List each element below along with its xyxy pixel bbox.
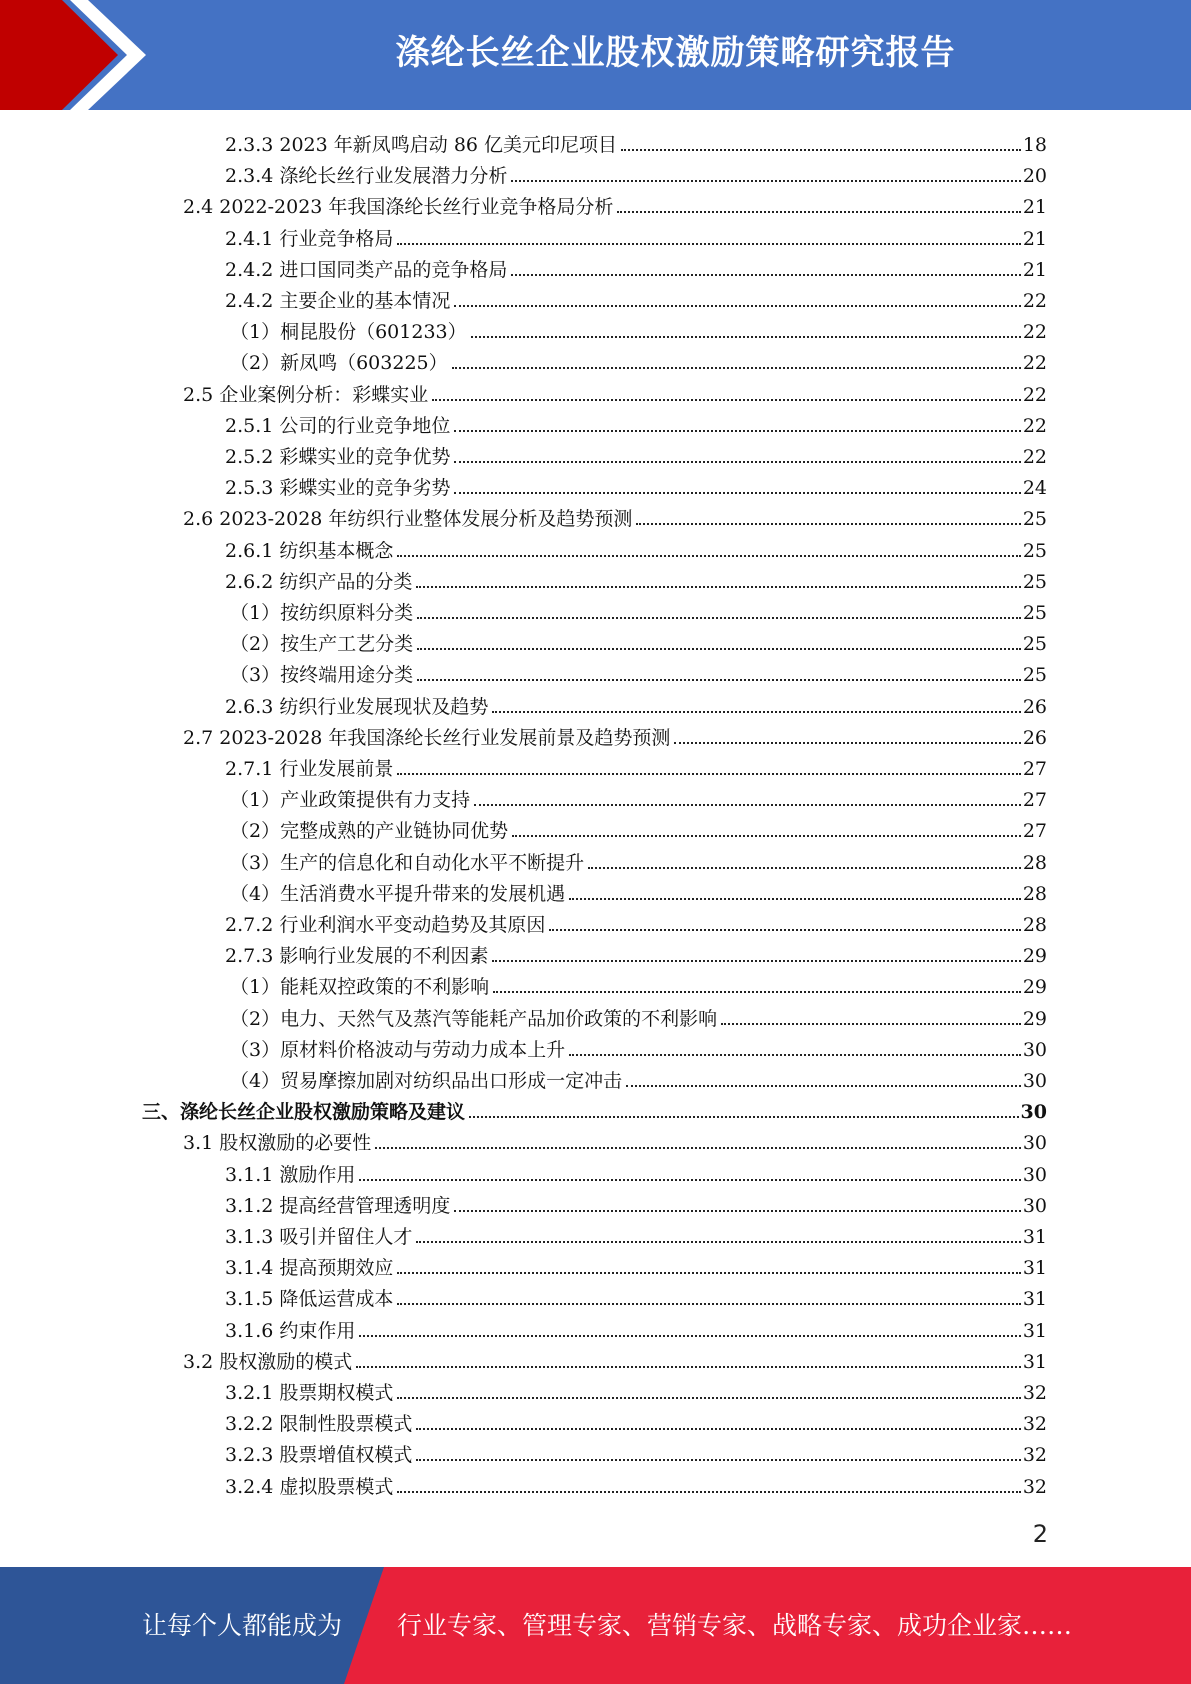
toc-dot-leader xyxy=(511,180,1020,182)
toc-entry-label: 2.4.2 主要企业的基本情况 xyxy=(225,290,451,312)
toc-entry[interactable] xyxy=(225,469,1047,500)
toc-entry-page: 31 xyxy=(1022,1226,1047,1248)
toc-dot-leader xyxy=(469,1116,1019,1118)
toc-dot-leader xyxy=(454,430,1020,432)
toc-entry[interactable] xyxy=(183,500,1047,531)
toc-entry[interactable] xyxy=(225,750,1047,781)
toc-entry-page: 25 xyxy=(1022,539,1047,562)
toc-entry-page: 26 xyxy=(1022,726,1047,749)
toc-dot-leader xyxy=(512,835,1021,837)
toc-entry[interactable] xyxy=(225,1187,1047,1218)
toc-entry[interactable] xyxy=(225,1374,1047,1405)
toc-entry[interactable] xyxy=(142,1093,1047,1124)
toc-entry-page: 21 xyxy=(1022,196,1047,219)
toc-entry-label: 3.2 股权激励的模式 xyxy=(183,1350,353,1373)
toc-entry-page: 30 xyxy=(1020,1101,1047,1124)
toc-entry-page: 22 xyxy=(1022,321,1047,344)
toc-dot-leader xyxy=(397,1397,1020,1399)
toc-dot-leader xyxy=(721,1023,1021,1025)
toc-entry-page: 21 xyxy=(1022,258,1047,281)
toc-entry[interactable] xyxy=(183,1124,1047,1155)
toc-entry-label: 2.6.1 纺织基本概念 xyxy=(225,539,394,562)
toc-entry-label: 2.6 2023-2028 年纺织行业整体发展分析及趋势预测 xyxy=(183,508,633,531)
toc-entry[interactable] xyxy=(225,937,1047,968)
toc-entry-label: 2.6.2 纺织产品的分类 xyxy=(225,570,413,593)
toc-dot-leader xyxy=(626,1085,1021,1087)
toc-entry-page: 20 xyxy=(1022,165,1047,188)
toc-dot-leader xyxy=(454,492,1020,494)
toc-entry-label: 2.5 企业案例分析：彩蝶实业 xyxy=(183,383,429,406)
toc-dot-leader xyxy=(493,991,1021,993)
toc-entry-label: 2.4.2 进口国同类产品的竞争格局 xyxy=(225,258,508,281)
toc-entry[interactable] xyxy=(225,532,1047,563)
toc-entry-page: 30 xyxy=(1022,1070,1047,1092)
toc-entry-page: 22 xyxy=(1022,414,1047,437)
toc-entry[interactable] xyxy=(225,1280,1047,1311)
header-arrow-decoration xyxy=(0,0,150,110)
toc-entry-label: 2.3.3 2023 年新凤鸣启动 86 亿美元印尼项目 xyxy=(225,134,618,156)
toc-entry-label: 3.1 股权激励的必要性 xyxy=(183,1132,372,1155)
toc-entry-label: （1）产业政策提供有力支持 xyxy=(230,789,471,812)
toc-entry[interactable] xyxy=(230,313,1047,344)
toc-dot-leader xyxy=(492,960,1020,962)
toc-entry-page: 30 xyxy=(1022,1163,1047,1186)
toc-dot-leader xyxy=(356,1366,1021,1368)
toc-entry-page: 32 xyxy=(1022,1382,1047,1404)
toc-dot-leader xyxy=(454,305,1020,307)
toc-dot-leader xyxy=(416,1241,1020,1243)
toc-dot-leader xyxy=(397,1272,1020,1274)
toc-entry[interactable] xyxy=(225,1249,1047,1280)
toc-entry[interactable] xyxy=(225,251,1047,282)
toc-dot-leader xyxy=(452,367,1021,369)
toc-entry-page: 22 xyxy=(1022,383,1047,406)
toc-entry-label: 2.7.1 行业发展前景 xyxy=(225,758,394,780)
toc-entry-label: （3）按终端用途分类 xyxy=(230,664,414,687)
toc-entry[interactable] xyxy=(230,844,1047,875)
toc-dot-leader xyxy=(569,898,1021,900)
toc-entry[interactable] xyxy=(230,625,1047,656)
toc-entry-page: 27 xyxy=(1022,789,1047,812)
toc-entry-label: （2）按生产工艺分类 xyxy=(230,633,414,656)
toc-entry-page: 25 xyxy=(1022,508,1047,531)
toc-entry-label: 3.1.4 提高预期效应 xyxy=(225,1257,394,1280)
toc-entry-label: （4）贸易摩擦加剧对纺织品出口形成一定冲击 xyxy=(230,1070,623,1092)
toc-entry-page: 32 xyxy=(1022,1475,1047,1498)
toc-entry-label: 3.2.4 虚拟股票模式 xyxy=(225,1475,394,1498)
toc-dot-leader xyxy=(549,929,1020,931)
toc-entry[interactable] xyxy=(225,1436,1047,1467)
toc-entry-page: 32 xyxy=(1022,1413,1047,1436)
toc-entry-page: 25 xyxy=(1022,633,1047,656)
toc-entry-page: 18 xyxy=(1022,134,1047,156)
page-footer xyxy=(0,1567,1191,1684)
toc-entry-label: 2.7 2023-2028 年我国涤纶长丝行业发展前景及趋势预测 xyxy=(183,726,671,749)
toc-entry[interactable] xyxy=(225,282,1047,313)
toc-dot-leader xyxy=(674,742,1020,744)
toc-entry-page: 29 xyxy=(1022,1007,1047,1030)
toc-entry-label: 3.1.5 降低运营成本 xyxy=(225,1288,394,1311)
toc-entry-label: （2）新凤鸣（603225） xyxy=(230,352,448,375)
toc-entry-label: （2）电力、天然气及蒸汽等能耗产品加价政策的不利影响 xyxy=(230,1007,718,1030)
toc-dot-leader xyxy=(417,648,1021,650)
toc-entry[interactable] xyxy=(225,1156,1047,1187)
toc-entry-page: 27 xyxy=(1022,758,1047,780)
toc-entry[interactable] xyxy=(225,126,1047,157)
toc-entry-label: 3.2.1 股票期权模式 xyxy=(225,1382,394,1404)
toc-entry-page: 30 xyxy=(1022,1038,1047,1061)
toc-entry[interactable] xyxy=(230,968,1047,999)
toc-entry-page: 25 xyxy=(1022,570,1047,593)
page-header xyxy=(0,0,1191,110)
toc-entry[interactable] xyxy=(225,220,1047,251)
toc-entry-label: 三、涤纶长丝企业股权激励策略及建议 xyxy=(142,1101,466,1124)
toc-entry-label: 3.1.2 提高经营管理透明度 xyxy=(225,1194,451,1217)
toc-entry[interactable] xyxy=(230,344,1047,375)
toc-entry-page: 24 xyxy=(1022,477,1047,500)
toc-dot-leader xyxy=(359,1335,1020,1337)
toc-entry-label: 2.5.1 公司的行业竞争地位 xyxy=(225,414,451,437)
toc-entry-page: 25 xyxy=(1022,664,1047,687)
toc-entry-label: （1）按纺织原料分类 xyxy=(230,602,414,624)
toc-entry-label: 3.1.6 约束作用 xyxy=(225,1319,356,1342)
toc-dot-leader xyxy=(454,1210,1020,1212)
toc-entry-page: 28 xyxy=(1022,882,1047,905)
toc-dot-leader xyxy=(492,711,1020,713)
toc-entry-label: （4）生活消费水平提升带来的发展机遇 xyxy=(230,882,566,905)
toc-entry-page: 27 xyxy=(1022,820,1047,843)
toc-entry[interactable] xyxy=(225,1312,1047,1343)
toc-entry-label: 2.3.4 涤纶长丝行业发展潜力分析 xyxy=(225,165,508,188)
toc-dot-leader xyxy=(397,555,1020,557)
toc-dot-leader xyxy=(397,1491,1020,1493)
toc-dot-leader xyxy=(397,773,1020,775)
toc-entry-page: 31 xyxy=(1022,1350,1047,1373)
document-title: 涤纶长丝企业股权激励策略研究报告 xyxy=(395,33,956,73)
toc-dot-leader xyxy=(417,617,1021,619)
toc-entry-page: 32 xyxy=(1022,1444,1047,1467)
toc-entry[interactable] xyxy=(230,875,1047,906)
toc-entry-label: 3.2.3 股票增值权模式 xyxy=(225,1444,413,1467)
toc-dot-leader xyxy=(416,1459,1020,1461)
toc-dot-leader xyxy=(417,679,1021,681)
toc-entry-label: 3.2.2 限制性股票模式 xyxy=(225,1413,413,1436)
toc-dot-leader xyxy=(359,1179,1020,1181)
toc-entry-label: 2.7.3 影响行业发展的不利因素 xyxy=(225,945,489,968)
toc-entry-page: 25 xyxy=(1022,602,1047,624)
toc-entry-page: 28 xyxy=(1022,914,1047,936)
toc-entry-label: 2.5.2 彩蝶实业的竞争优势 xyxy=(225,446,451,468)
toc-entry-page: 31 xyxy=(1022,1288,1047,1311)
toc-entry-label: 2.7.2 行业利润水平变动趋势及其原因 xyxy=(225,914,546,936)
toc-entry[interactable] xyxy=(230,812,1047,843)
toc-entry-label: 2.5.3 彩蝶实业的竞争劣势 xyxy=(225,477,451,500)
toc-entry-page: 28 xyxy=(1022,851,1047,874)
toc-dot-leader xyxy=(471,336,1021,338)
toc-entry-page: 31 xyxy=(1022,1257,1047,1280)
toc-entry-label: （1）能耗双控政策的不利影响 xyxy=(230,976,490,999)
toc-entry-page: 29 xyxy=(1022,976,1047,999)
toc-entry-page: 22 xyxy=(1022,290,1047,312)
toc-dot-leader xyxy=(432,399,1021,401)
toc-entry[interactable] xyxy=(183,1343,1047,1374)
footer-slogan-left: 让每个人都能成为 xyxy=(142,1611,343,1640)
toc-entry-page: 22 xyxy=(1022,446,1047,468)
toc-entry-label: 3.1.1 激励作用 xyxy=(225,1163,356,1186)
toc-dot-leader xyxy=(636,523,1020,525)
toc-dot-leader xyxy=(416,586,1020,588)
toc-entry[interactable] xyxy=(225,688,1047,719)
toc-entry-label: 2.4.1 行业竞争格局 xyxy=(225,227,394,250)
toc-entry[interactable] xyxy=(225,438,1047,469)
toc-dot-leader xyxy=(416,1428,1020,1430)
toc-entry-page: 26 xyxy=(1022,695,1047,718)
toc-entry[interactable] xyxy=(225,563,1047,594)
toc-entry-label: 2.4 2022-2023 年我国涤纶长丝行业竞争格局分析 xyxy=(183,196,614,219)
toc-dot-leader xyxy=(511,274,1020,276)
toc-dot-leader xyxy=(397,243,1020,245)
toc-entry-label: 2.6.3 纺织行业发展现状及趋势 xyxy=(225,695,489,718)
toc-dot-leader xyxy=(375,1147,1021,1149)
footer-slogan-right: 行业专家、管理专家、营销专家、战略专家、成功企业家…… xyxy=(397,1611,1073,1640)
toc-dot-leader xyxy=(569,1054,1021,1056)
toc-entry-page: 30 xyxy=(1022,1194,1047,1217)
toc-entry[interactable] xyxy=(225,1468,1047,1499)
toc-entry[interactable] xyxy=(183,188,1047,219)
toc-entry-page: 31 xyxy=(1022,1319,1047,1342)
toc-entry[interactable] xyxy=(225,407,1047,438)
toc-entry[interactable] xyxy=(230,1031,1047,1062)
toc-dot-leader xyxy=(474,804,1021,806)
toc-entry[interactable] xyxy=(230,781,1047,812)
toc-entry[interactable] xyxy=(225,1218,1047,1249)
toc-entry-label: （2）完整成熟的产业链协同优势 xyxy=(230,820,509,843)
toc-entry-label: （3）原材料价格波动与劳动力成本上升 xyxy=(230,1038,566,1061)
toc-entry-page: 29 xyxy=(1022,945,1047,968)
toc-entry[interactable] xyxy=(225,157,1047,188)
toc-entry-page: 30 xyxy=(1022,1132,1047,1155)
toc-entry[interactable] xyxy=(183,719,1047,750)
toc-dot-leader xyxy=(621,149,1021,151)
toc-entry[interactable] xyxy=(225,1405,1047,1436)
toc-entry-label: 3.1.3 吸引并留住人才 xyxy=(225,1226,413,1248)
toc-entry[interactable] xyxy=(230,1062,1047,1093)
toc-entry-page: 21 xyxy=(1022,227,1047,250)
page-number: 2 xyxy=(1032,1520,1048,1548)
toc-dot-leader xyxy=(397,1303,1020,1305)
toc-entry-label: （3）生产的信息化和自动化水平不断提升 xyxy=(230,851,585,874)
toc-entry-label: （1）桐昆股份（601233） xyxy=(230,321,467,344)
toc-entry[interactable] xyxy=(230,656,1047,687)
toc-entry[interactable] xyxy=(230,1000,1047,1031)
toc-entry-page: 22 xyxy=(1022,352,1047,375)
toc-entry[interactable] xyxy=(230,594,1047,625)
toc-dot-leader xyxy=(454,461,1020,463)
toc-dot-leader xyxy=(617,211,1020,213)
toc-entry[interactable] xyxy=(225,906,1047,937)
toc-entry[interactable] xyxy=(183,376,1047,407)
toc-dot-leader xyxy=(588,867,1021,869)
